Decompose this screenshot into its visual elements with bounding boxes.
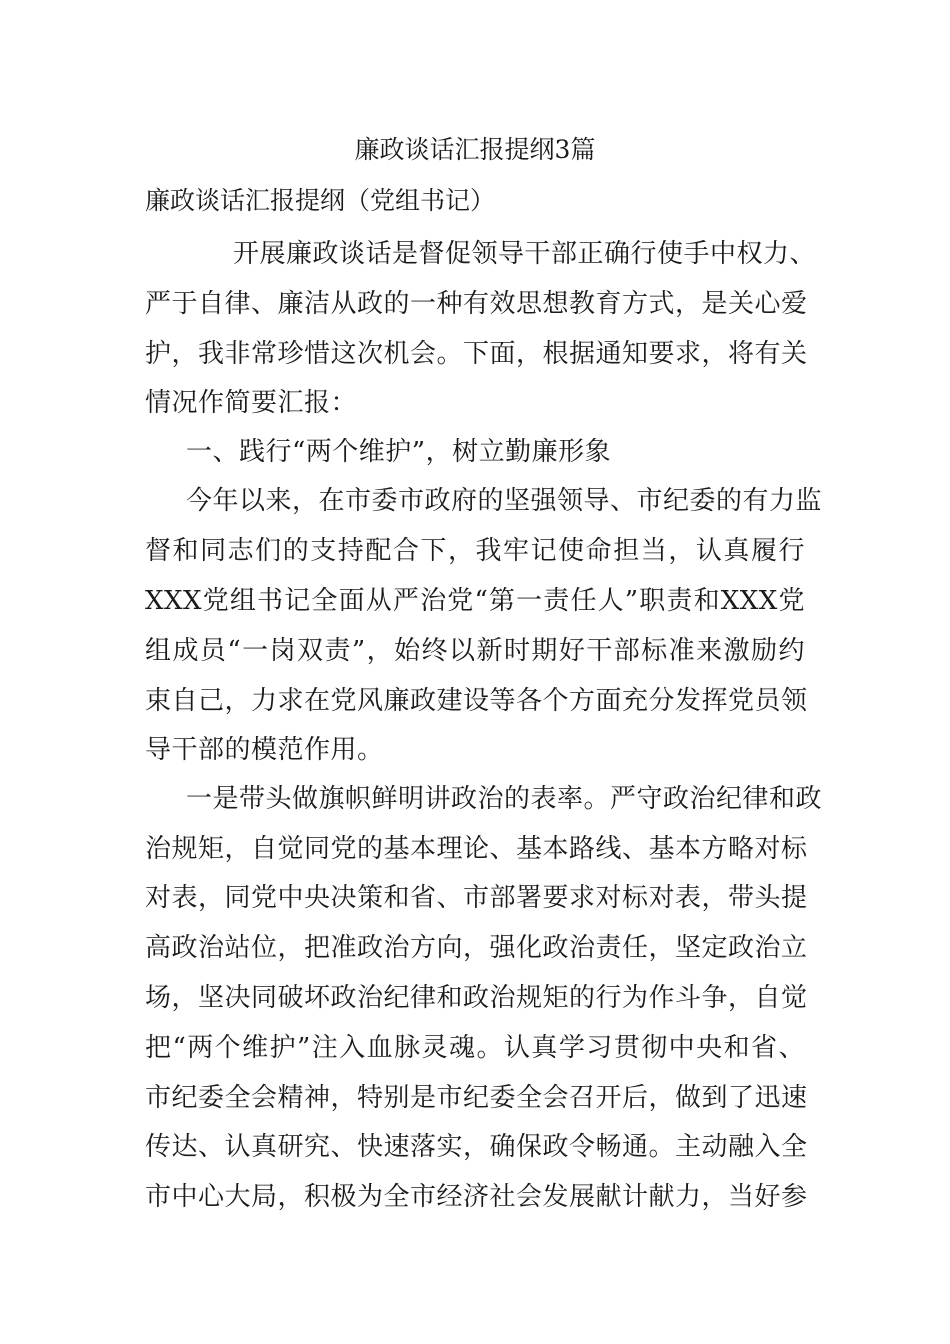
paragraph-line: 市纪委全会精神，特别是市纪委全会召开后，做到了迅速 bbox=[145, 1083, 808, 1113]
paragraph-line: XXX党组书记全面从严治党“第一责任人”职责和XXX党 bbox=[145, 586, 805, 616]
paragraph-line: 传达、认真研究、快速落实，确保政令畅通。主动融入全 bbox=[145, 1132, 808, 1162]
paragraph-line: 场，坚决同破坏政治纪律和政治规矩的行为作斗争，自觉 bbox=[145, 983, 808, 1013]
paragraph-line: 高政治站位，把准政治方向，强化政治责任，坚定政治立 bbox=[145, 933, 808, 963]
document-title: 廉政谈话汇报提纲3篇 bbox=[354, 135, 596, 164]
paragraph-line: 导干部的模范作用。 bbox=[145, 735, 384, 765]
paragraph-line: 护，我非常珍惜这次机会。下面，根据通知要求，将有关 bbox=[145, 339, 808, 369]
paragraph-line: 治规矩，自觉同党的基本理论、基本路线、基本方略对标 bbox=[145, 834, 808, 864]
paragraph-line: 今年以来，在市委市政府的坚强领导、市纪委的有力监 bbox=[186, 486, 823, 516]
paragraph-line: 对表，同党中央决策和省、市部署要求对标对表，带头提 bbox=[145, 883, 808, 913]
paragraph-line: 开展廉政谈话是督促领导干部正确行使手中权力、 bbox=[233, 239, 817, 269]
paragraph-line: 把“两个维护”注入血脉灵魂。认真学习贯彻中央和省、 bbox=[145, 1033, 805, 1063]
paragraph-line: 严于自律、廉洁从政的一种有效思想教育方式，是关心爱 bbox=[145, 289, 808, 319]
section-heading: 一、践行“两个维护”，树立勤廉形象 bbox=[186, 437, 612, 467]
paragraph-line: 束自己，力求在党风廉政建设等各个方面充分发挥党员领 bbox=[145, 686, 808, 716]
paragraph-line: 组成员“一岗双责”，始终以新时期好干部标准来激励约 bbox=[145, 636, 805, 666]
paragraph-line: 督和同志们的支持配合下，我牢记使命担当，认真履行 bbox=[145, 536, 805, 566]
paragraph-line: 一是带头做旗帜鲜明讲政治的表率。严守政治纪律和政 bbox=[186, 784, 823, 814]
paragraph-line: 情况作简要汇报： bbox=[145, 388, 358, 418]
paragraph-line: 市中心大局，积极为全市经济社会发展献计献力，当好参 bbox=[145, 1182, 808, 1212]
document-subtitle: 廉政谈话汇报提纲（党组书记） bbox=[145, 186, 496, 215]
